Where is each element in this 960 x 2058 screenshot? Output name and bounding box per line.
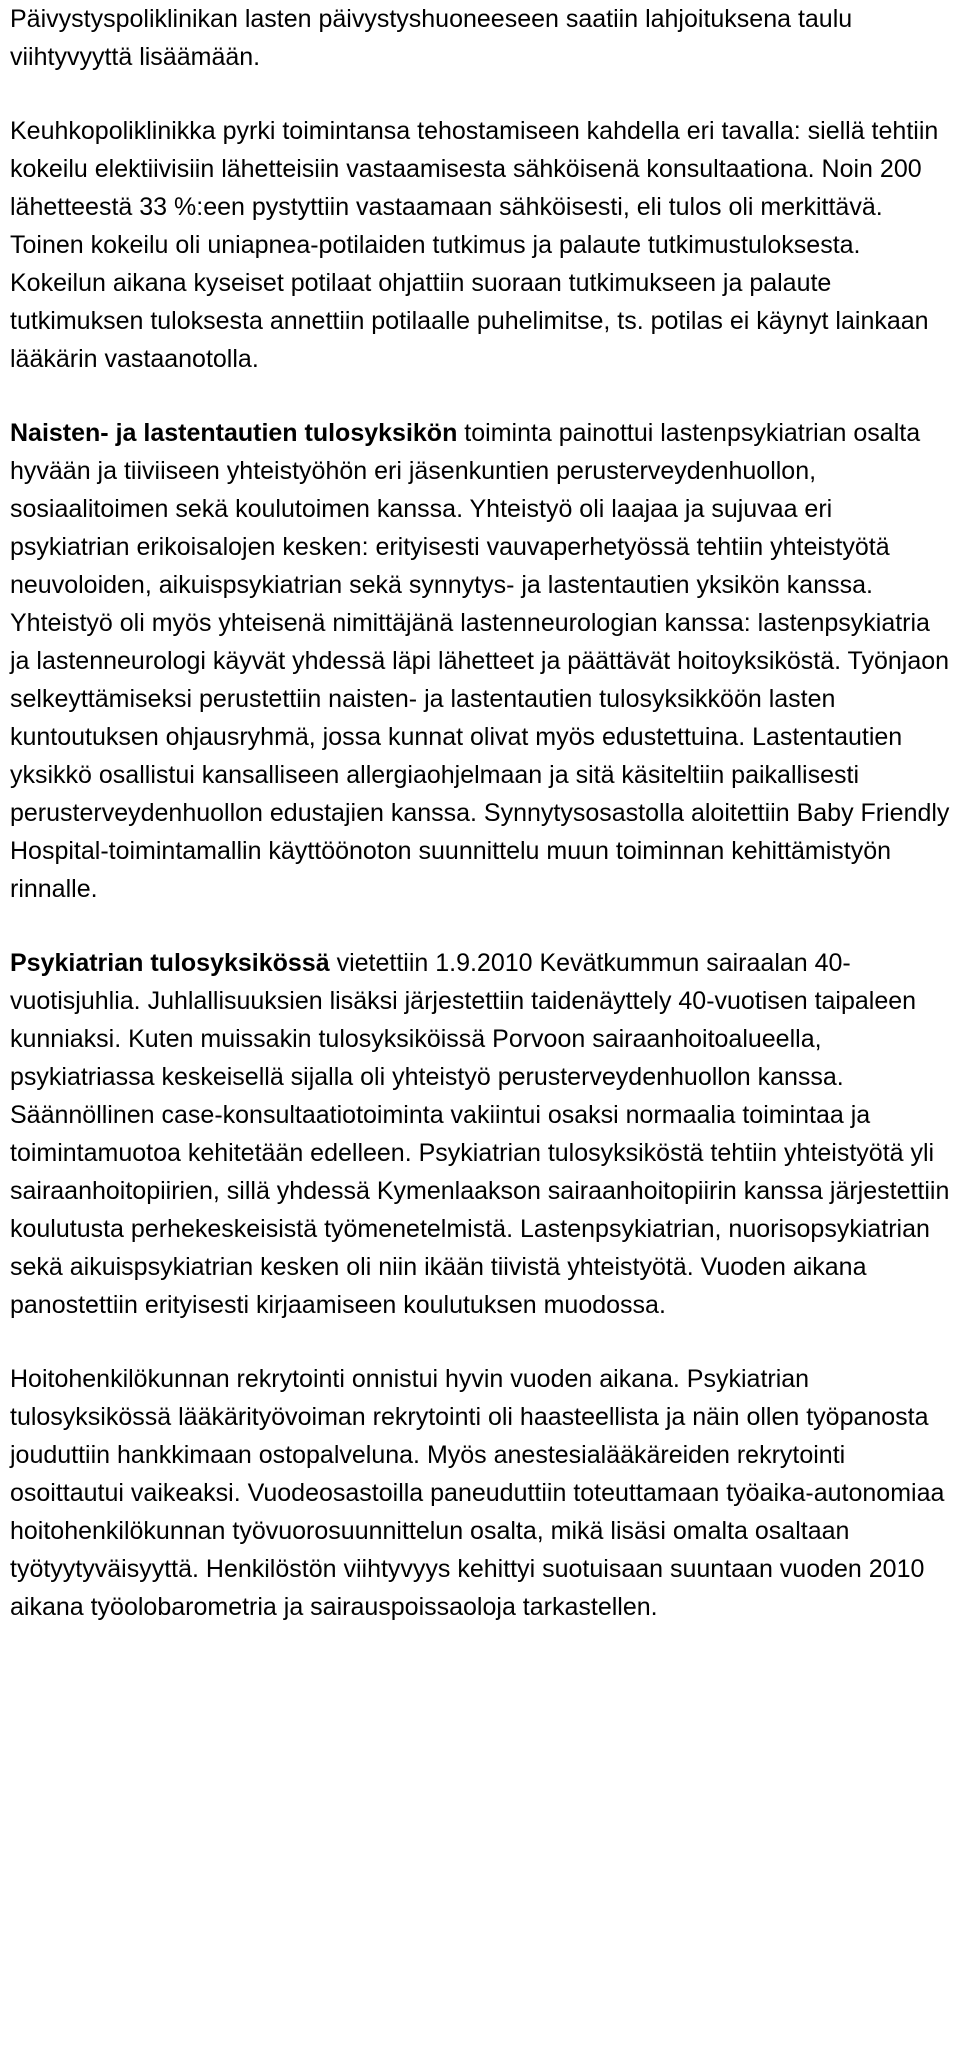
paragraph-text: Keuhkopoliklinikka pyrki toimintansa tehostamiseen kahdella eri tavalla: siellä tehtiin kokeilu elektiivisiin lähetteisiin vastaamisesta sähköisenä konsultaationa. Noin 200 lähetteestä 33 %:een pystyttiin vastaamaan sähköisesti, eli tulos oli merkittävä. Toinen kokeilu oli uniapnea-potilaiden tutkimus ja palaute tutkimustuloksesta. Kokeilun aikana kyseiset potilaat ohjattiin suoraan tutkimukseen ja palaute tutkimuksen tuloksesta annettiin potilaalle puhelimitse, ts. potilas ei käynyt lainkaan lääkärin vastaanotolla. [10, 117, 939, 373]
paragraph-lead-heading: Naisten- ja lastentautien tulosyksikön [10, 419, 458, 447]
paragraph-lead-heading: Psykiatrian tulosyksikössä [10, 949, 330, 977]
paragraph-psychiatry-unit [10, 944, 950, 1324]
paragraph-womens-and-childrens-unit [10, 414, 950, 908]
paragraph-text: vietettiin 1.9.2010 Kevätkummun sairaalan 40-vuotisjuhlia. Juhlallisuuksien lisäksi järjestettiin taidenäyttely 40-vuotisen taipaleen kunniaksi. Kuten muissakin tulosyksiköissä Porvoon sairaanhoitoalueella, psykiatriassa keskeisellä sijalla oli yhteistyö perusterveydenhuollon kanssa. Säännöllinen case-konsultaatiotoiminta vakiintui osaksi normaalia toimintaa ja toimintamuotoa kehitetään edelleen. Psykiatrian tulosyksiköstä tehtiin yhteistyötä yli sairaanhoitopiirien, sillä yhdessä Kymenlaakson sairaanhoitopiirin kanssa järjestettiin koulutusta perhekeskeisistä työmenetelmistä. Lastenpsykiatrian, nuorisopsykiatrian sekä aikuispsykiatrian kesken oli niin ikään tiivistä yhteistyötä. Vuoden aikana panostettiin erityisesti kirjaamiseen koulutuksen muodossa. [10, 949, 950, 1319]
paragraph-text: toiminta painottui lastenpsykiatrian osalta hyvään ja tiiviiseen yhteistyöhön eri jäsenkuntien perusterveydenhuollon, sosiaalitoimen sekä koulutoimen kanssa. Yhteistyö oli laajaa ja sujuvaa eri psykiatrian erikoisalojen kesken: erityisesti vauvaperhetyössä tehtiin yhteistyötä neuvoloiden, aikuispsykiatrian sekä synnytys- ja lastentautien yksikön kanssa. Yhteistyö oli myös yhteisenä nimittäjänä lastenneurologian kanssa: lastenpsykiatria ja lastenneurologi käyvät yhdessä läpi lähetteet ja päättävät hoitoyksiköstä. Työnjaon selkeyttämiseksi perustettiin naisten- ja lastentautien tulosyksikköön lasten kuntoutuksen ohjausryhmä, jossa kunnat olivat myös edustettuina. Lastentautien yksikkö osallistui kansalliseen allergiaohjelmaan ja sitä käsiteltiin paikallisesti perusterveydenhuollon edustajien kanssa. Synnytysosastolla aloitettiin Baby Friendly Hospital-toimintamallin käyttöönoton suunnittelu muun toiminnan kehittämistyön rinnalle. [10, 419, 950, 903]
paragraph-pediatric-emergency-room [10, 0, 950, 76]
paragraph-pulmonary-clinic [10, 112, 950, 378]
document-page [10, 0, 950, 1626]
paragraph-text: Hoitohenkilökunnan rekrytointi onnistui hyvin vuoden aikana. Psykiatrian tulosyksikössä lääkärityövoiman rekrytointi oli haasteellista ja näin ollen työpanosta jouduttiin hankkimaan ostopalveluna. Myös anestesialääkäreiden rekrytointi osoittautui vaikeaksi. Vuodeosastoilla paneuduttiin toteuttamaan työaika-autonomiaa hoitohenkilökunnan työvuorosuunnittelun osalta, mikä lisäsi omalta osaltaan työtyytyväisyyttä. Henkilöstön viihtyvyys kehittyi suotuisaan suuntaan vuoden 2010 aikana työolobarometria ja sairauspoissaoloja tarkastellen. [10, 1365, 945, 1621]
paragraph-staff-recruitment [10, 1360, 950, 1626]
paragraph-text: Päivystyspoliklinikan lasten päivystyshuoneeseen saatiin lahjoituksena taulu viihtyvyyttä lisäämään. [10, 5, 853, 71]
